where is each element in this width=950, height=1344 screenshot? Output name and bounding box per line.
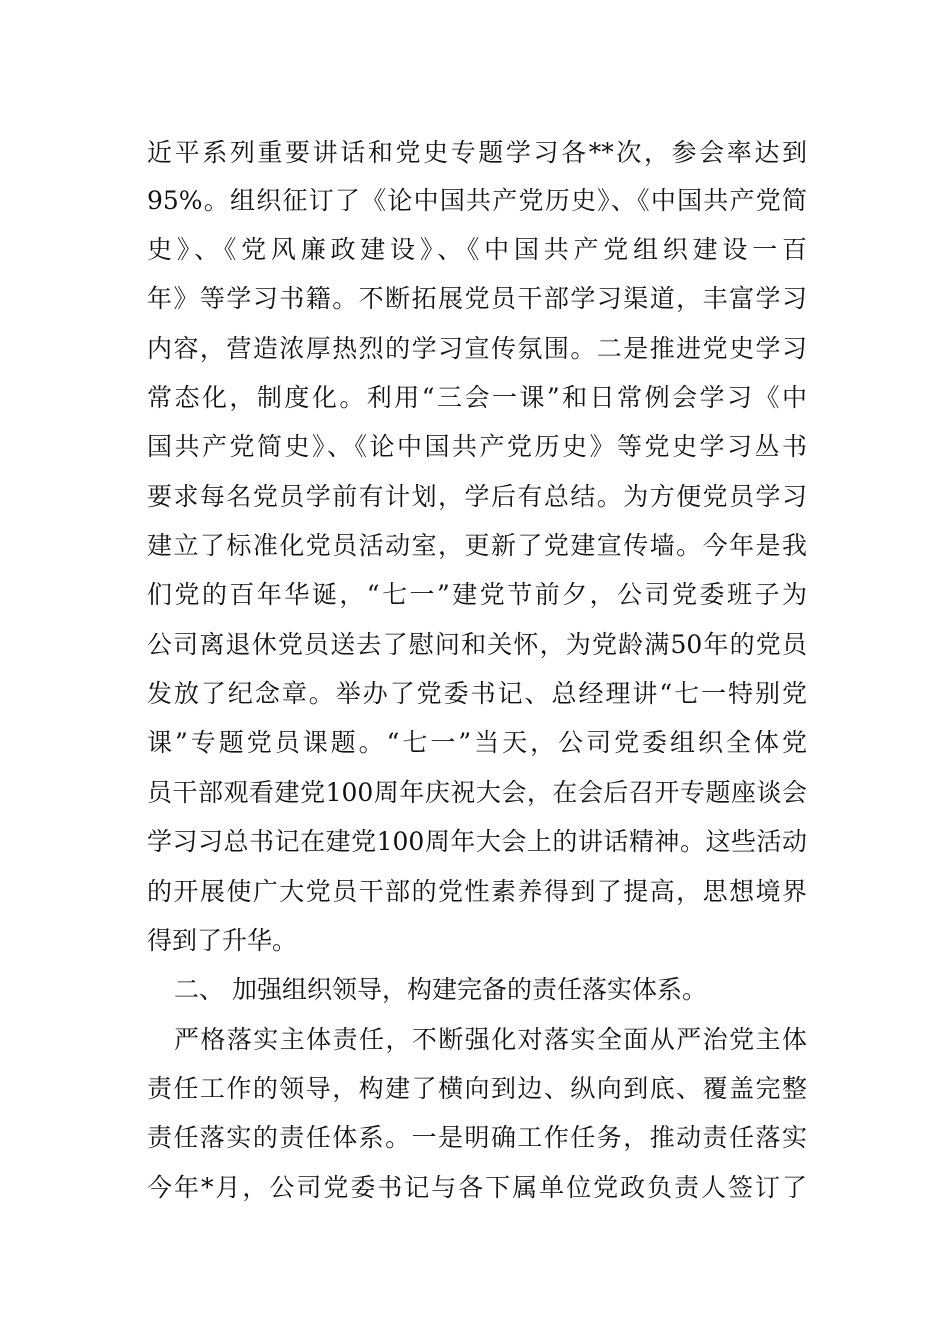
text-line: 近平系列重要讲话和党史专题学习各**次，参会率达到 — [147, 138, 807, 167]
text-line: 建立了标准化党员活动室，更新了党建宣传墙。今年是我 — [147, 531, 807, 560]
paragraph-first-line: 严格落实主体责任，不断强化对落实全面从严治党主体 — [174, 1025, 807, 1054]
text-line: 责任落实的责任体系。一是明确工作任务，推动责任落实 — [147, 1123, 807, 1152]
text-line: 得到了升华。 — [147, 926, 298, 955]
text-line: 学习习总书记在建党100周年大会上的讲话精神。这些活动 — [147, 827, 807, 856]
text-line: 内容，营造浓厚热烈的学习宣传氛围。二是推进党史学习 — [147, 334, 807, 363]
text-line: 公司离退休党员送去了慰问和关怀，为党龄满50年的党员 — [147, 630, 807, 659]
text-line: 课”专题党员课题。“七一”当天，公司党委组织全体党 — [147, 728, 807, 757]
text-line: 要求每名党员学前有计划，学后有总结。为方便党员学习 — [147, 482, 807, 511]
text-line: 今年*月，公司党委书记与各下属单位党政负责人签订了 — [147, 1173, 807, 1202]
text-line: 年》等学习书籍。不断拓展党员干部学习渠道，丰富学习 — [147, 284, 807, 313]
text-line: 国共产党简史》、《论中国共产党历史》等党史学习丛书 — [147, 432, 807, 461]
text-line: 常态化，制度化。利用“三会一课”和日常例会学习《中 — [147, 383, 807, 412]
text-line: 发放了纪念章。举办了党委书记、总经理讲“七一特别党 — [147, 679, 807, 708]
text-line: 们党的百年华诞，“七一”建党节前夕，公司党委班子为 — [147, 580, 807, 609]
text-line: 95%。组织征订了《论中国共产党历史》、《中国共产党简 — [147, 186, 807, 215]
section-heading: 二、 加强组织领导，构建完备的责任落实体系。 — [174, 975, 707, 1004]
text-line: 的开展使广大党员干部的党性素养得到了提高，思想境界 — [147, 877, 807, 906]
text-line: 史》、《党风廉政建设》、《中国共产党组织建设一百 — [147, 235, 807, 264]
text-line: 员干部观看建党100周年庆祝大会，在会后召开专题座谈会 — [147, 778, 807, 807]
text-line: 责任工作的领导，构建了横向到边、纵向到底、覆盖完整 — [147, 1074, 807, 1103]
